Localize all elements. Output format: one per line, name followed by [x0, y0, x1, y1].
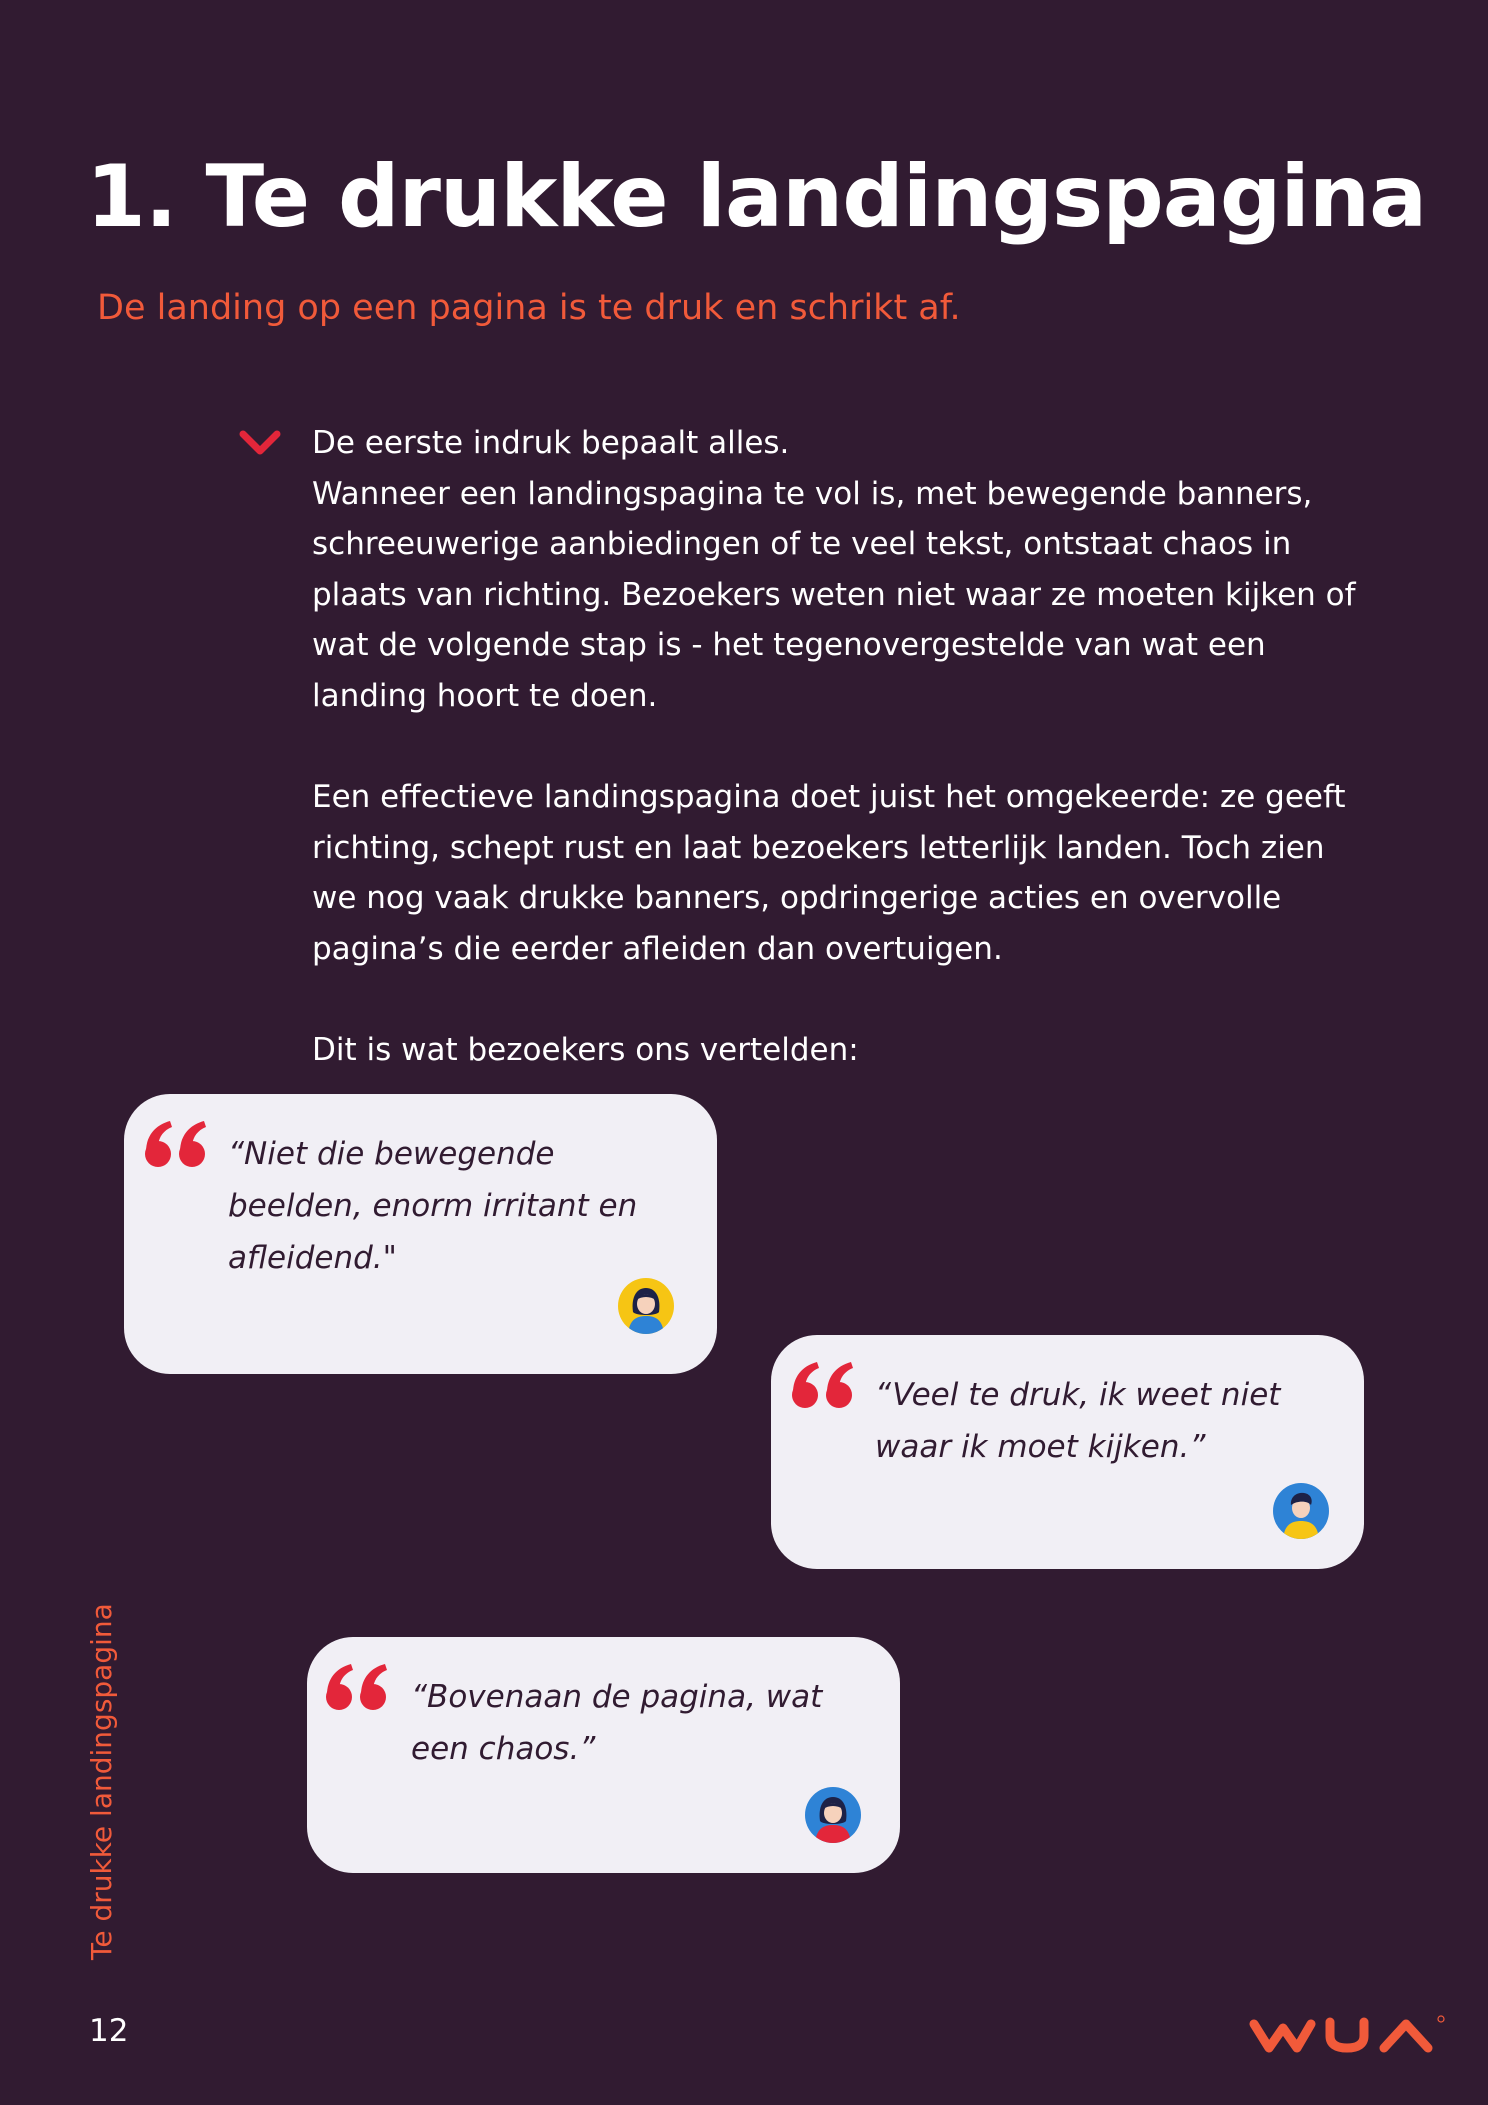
quote-mark-icon	[142, 1118, 214, 1170]
quote-mark-icon	[323, 1661, 395, 1713]
avatar-woman-yellow-icon	[616, 1276, 676, 1336]
quote-text: “Bovenaan de pagina, wat een chaos.”	[411, 1679, 823, 1767]
wua-logo	[1248, 2010, 1448, 2060]
quote-bubble-3	[307, 1637, 900, 1873]
avatar-woman-blue-icon	[803, 1785, 863, 1845]
chevron-down-icon	[238, 428, 282, 458]
page-title: 1. Te drukke landingspagina	[86, 147, 1427, 247]
quote-bubble-2	[771, 1335, 1364, 1569]
page-subtitle: De landing op een pagina is te druk en schrikt af.	[97, 288, 961, 328]
intro-paragraph: De eerste indruk bepaalt alles. Wanneer een landingspagina te vol is, met bewegende banners, schreeuwerige aanbiedingen of te veel tekst, ontstaat chaos in plaats van richting. Bezoekers weten niet waar ze moeten kijken of wat de volgende stap is - het tegenovergestelde van wat een landing hoort te doen.	[312, 425, 1356, 714]
side-section-label: Te drukke landingspagina	[85, 1603, 118, 1960]
effective-landing-paragraph: Een effectieve landingspagina doet juist het omgekeerde: ze geeft richting, schept rust en laat bezoekers letterlijk landen. Toch zien we nog vaak drukke banners, opdringerige acties en overvolle pagina’s die eerder afleiden dan overtuigen.	[312, 779, 1346, 967]
quote-text: “Niet die bewegende beelden, enorm irritant en afleidend."	[228, 1136, 638, 1276]
quote-text: “Veel te druk, ik weet niet waar ik moet kijken.”	[875, 1377, 1281, 1465]
page-number: 12	[89, 2013, 129, 2049]
quote-bubble-1	[124, 1094, 717, 1374]
body-text	[312, 418, 1372, 1076]
avatar-man-blue-icon	[1271, 1481, 1331, 1541]
visitors-intro-paragraph: Dit is wat bezoekers ons vertelden:	[312, 1032, 859, 1069]
quote-mark-icon	[789, 1359, 861, 1411]
